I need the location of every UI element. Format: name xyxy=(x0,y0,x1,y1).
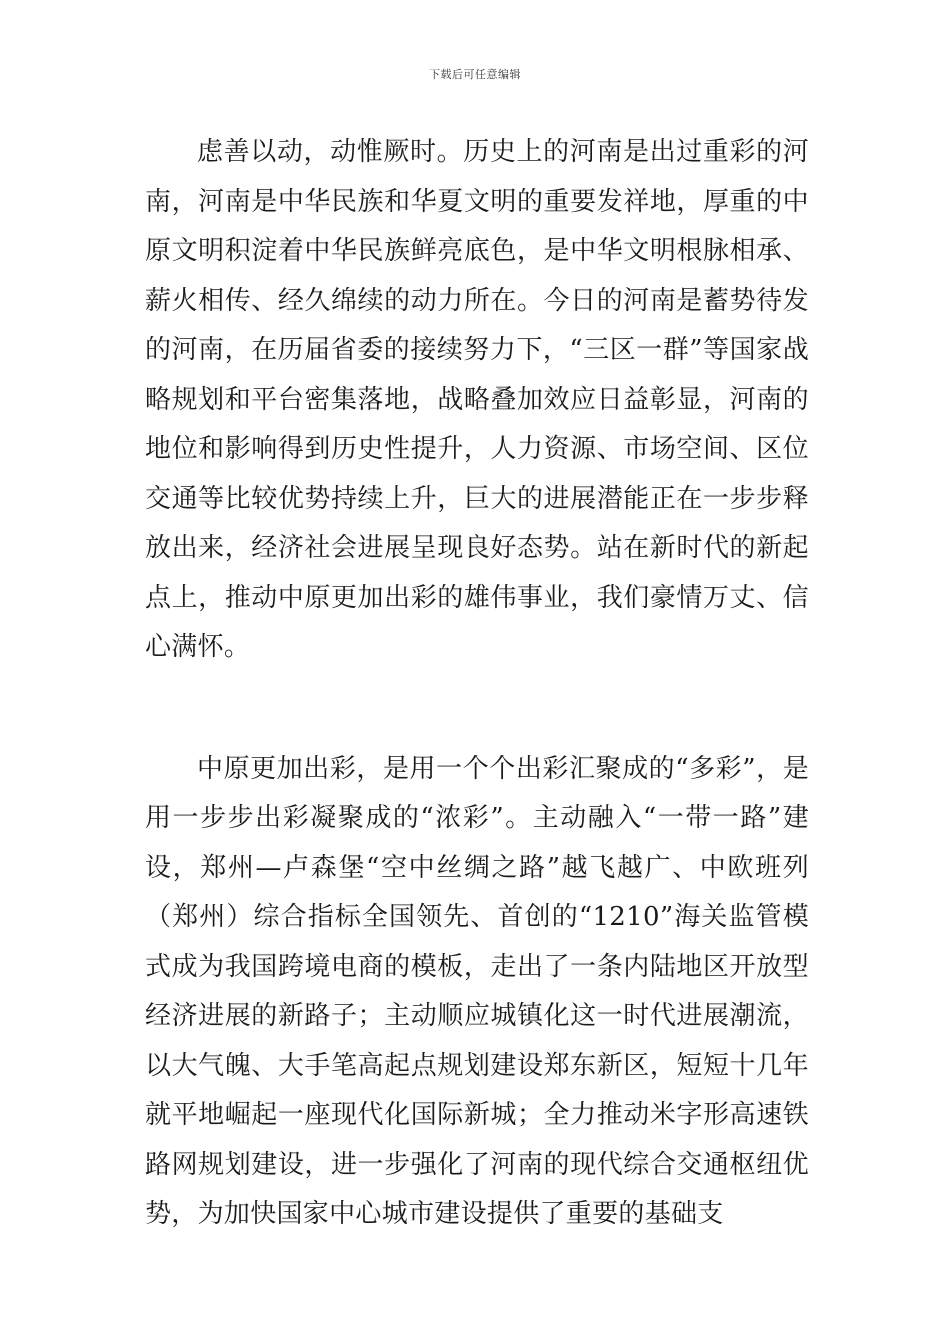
paragraph-1: 虑善以动，动惟厥时。历史上的河南是出过重彩的河南，河南是中华民族和华夏文明的重要发祥地，厚重的中原文明积淀着中华民族鲜亮底色，是中华文明根脉相承、薪火相传、经久绵续的动力所在。今日的河南是蓄势待发的河南，在历届省委的接续努力下，“三区一群”等国家战略规划和平台密集落地，战略叠加效应日益彰显，河南的地位和影响得到历史性提升，人力资源、市场空间、区位交通等比较优势持续上升，巨大的进展潜能正在一步步释放出来，经济社会进展呈现良好态势。站在新时代的新起点上，推动中原更加出彩的雄伟事业，我们豪情万丈、信心满怀。 xyxy=(145,137,809,662)
document-body xyxy=(145,128,809,1240)
paragraph-2: 中原更加出彩，是用一个个出彩汇聚成的“多彩”，是用一步步出彩凝聚成的“浓彩”。主动融入“一带一路”建设，郑州—卢森堡“空中丝绸之路”越飞越广、中欧班列（郑州）综合指标全国领先、首创的“1210”海关监管模式成为我国跨境电商的模板，走出了一条内陆地区开放型经济进展的新路子；主动顺应城镇化这一时代进展潮流，以大气魄、大手笔高起点规划建设郑东新区，短短十几年就平地崛起一座现代化国际新城；全力推动米字形高速铁路网规划建设，进一步强化了河南的现代综合交通枢纽优势，为加快国家中心城市建设提供了重要的基础支 xyxy=(145,753,809,1229)
page-header-note: 下载后可任意编辑 xyxy=(429,68,521,81)
paragraph-gap xyxy=(145,673,809,745)
